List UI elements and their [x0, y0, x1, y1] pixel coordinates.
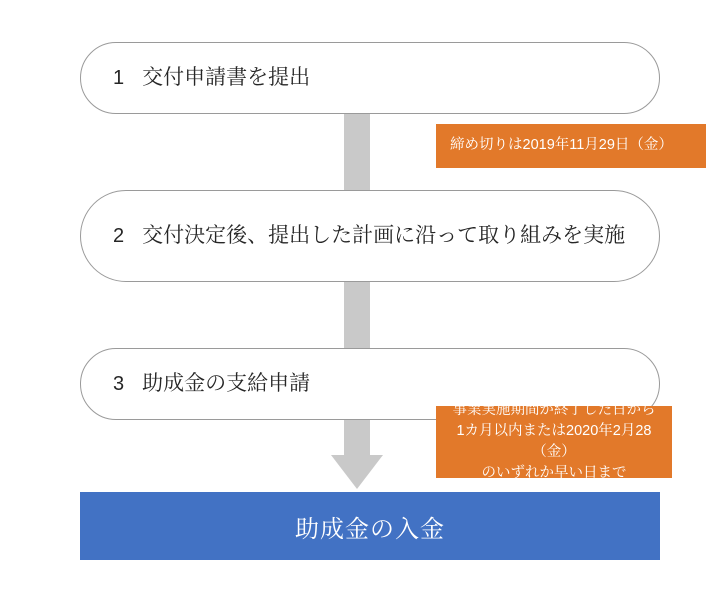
step-number-3: 3: [113, 372, 125, 395]
result-label: 助成金の入金: [295, 515, 445, 543]
step-number-1: 1: [113, 66, 125, 89]
result-bar: [80, 492, 660, 560]
callout-note-deadline: [436, 124, 706, 168]
callout-note-application-period-line-2: 1カ月以内または2020年2月28（金）: [456, 422, 652, 460]
callout-note-application-period: [436, 401, 672, 482]
step-label-2: 交付決定後、提出した計画に沿って取り組みを実施: [142, 223, 626, 247]
step-box-2: [80, 190, 660, 282]
step-number-2: 2: [113, 224, 125, 247]
flow-arrow-head: [331, 455, 383, 489]
step-label-1: 交付申請書を提出: [142, 65, 311, 89]
step-box-1: [80, 42, 660, 114]
callout-note-deadline-line-1: 締め切りは2019年11月29日（金）: [450, 137, 673, 154]
step-label-3: 助成金の支給申請: [142, 371, 311, 395]
callout-note-application-period-line-3: のいずれか早い日まで: [481, 465, 627, 482]
callout-note-application-period-line-1: 事業実施期間が終了した日から: [452, 401, 656, 418]
